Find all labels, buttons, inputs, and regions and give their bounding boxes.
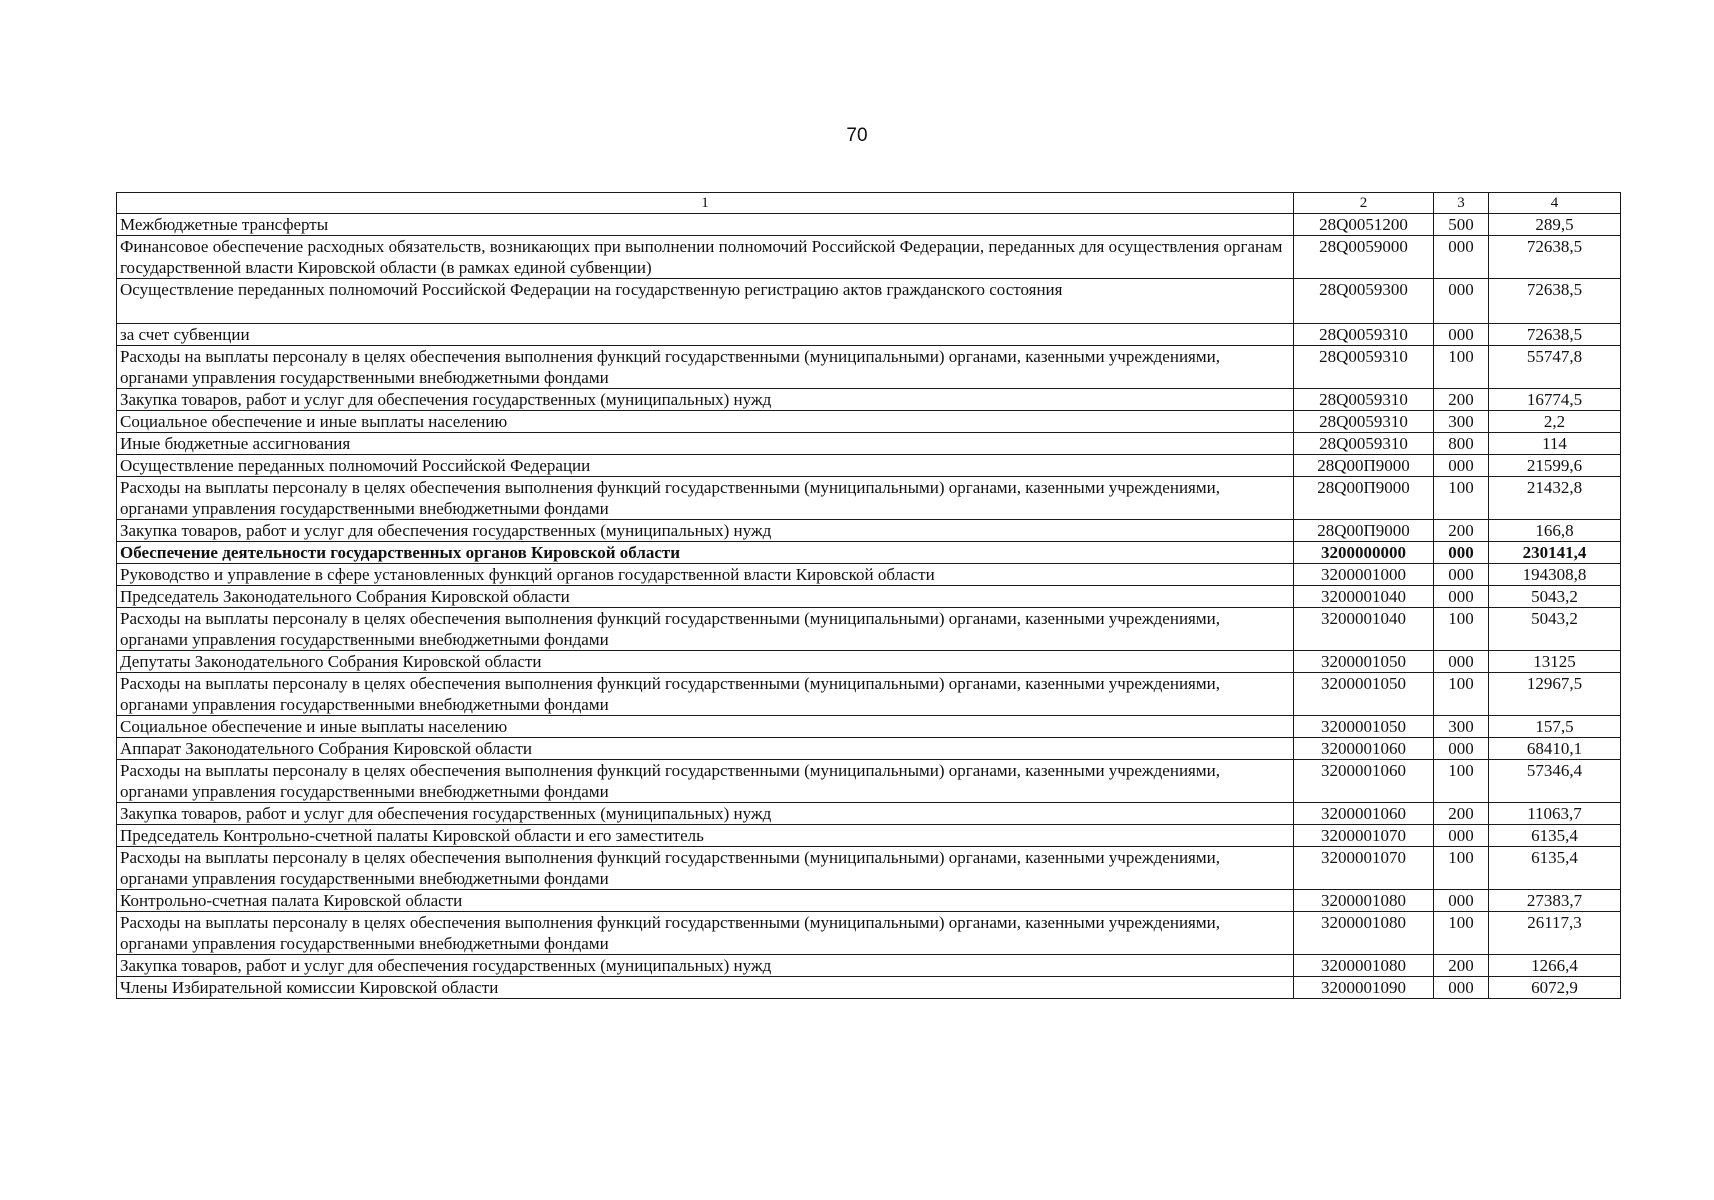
table-row [117,389,1621,411]
row-amount: 166,8 [1489,520,1621,542]
table-row [117,214,1621,236]
row-amount: 289,5 [1489,214,1621,236]
row-amount: 6135,4 [1489,847,1621,890]
row-description: Аппарат Законодательного Собрания Кировской области [117,738,1294,760]
row-description: Межбюджетные трансферты [117,214,1294,236]
row-expense-type: 100 [1434,912,1489,955]
row-amount: 13125 [1489,651,1621,673]
row-amount: 26117,3 [1489,912,1621,955]
row-amount: 72638,5 [1489,324,1621,346]
row-description: Расходы на выплаты персоналу в целях обеспечения выполнения функций государственными (муниципальными) органами, казенными учреждениями, органами управления государственными внебюджетными фондами [117,912,1294,955]
row-amount: 57346,4 [1489,760,1621,803]
row-expense-type: 000 [1434,542,1489,564]
row-expense-type: 200 [1434,520,1489,542]
row-target-code: 3200001070 [1294,825,1434,847]
row-amount: 6072,9 [1489,977,1621,999]
row-expense-type: 300 [1434,411,1489,433]
row-expense-type: 000 [1434,586,1489,608]
row-target-code: 28Q0059000 [1294,236,1434,279]
row-expense-type: 000 [1434,890,1489,912]
table-row [117,279,1621,324]
table-row [117,716,1621,738]
table-row [117,912,1621,955]
row-expense-type: 100 [1434,608,1489,651]
table-row [117,673,1621,716]
row-amount: 27383,7 [1489,890,1621,912]
row-amount: 12967,5 [1489,673,1621,716]
table-row [117,977,1621,999]
row-target-code: 28Q0059310 [1294,324,1434,346]
row-expense-type: 800 [1434,433,1489,455]
row-amount: 1266,4 [1489,955,1621,977]
row-expense-type: 000 [1434,236,1489,279]
row-description: Расходы на выплаты персоналу в целях обеспечения выполнения функций государственными (муниципальными) органами, казенными учреждениями, органами управления государственными внебюджетными фондами [117,608,1294,651]
row-description: Руководство и управление в сфере установленных функций органов государственной власти Кировской области [117,564,1294,586]
row-target-code: 3200001060 [1294,738,1434,760]
row-target-code: 3200000000 [1294,542,1434,564]
row-description: Председатель Контрольно-счетной палаты Кировской области и его заместитель [117,825,1294,847]
row-expense-type: 000 [1434,279,1489,324]
row-amount: 55747,8 [1489,346,1621,389]
row-target-code: 28Q00П9000 [1294,520,1434,542]
row-expense-type: 000 [1434,324,1489,346]
row-target-code: 28Q0059310 [1294,389,1434,411]
table-row [117,520,1621,542]
column-header: 2 [1294,193,1434,214]
row-amount: 2,2 [1489,411,1621,433]
row-amount: 6135,4 [1489,825,1621,847]
table-row [117,760,1621,803]
table-row [117,455,1621,477]
row-description: Расходы на выплаты персоналу в целях обеспечения выполнения функций государственными (муниципальными) органами, казенными учреждениями, органами управления государственными внебюджетными фондами [117,477,1294,520]
row-amount: 5043,2 [1489,608,1621,651]
row-description: Закупка товаров, работ и услуг для обеспечения государственных (муниципальных) нужд [117,955,1294,977]
table-row [117,955,1621,977]
row-description: Члены Избирательной комиссии Кировской области [117,977,1294,999]
page-number: 70 [846,125,868,146]
row-description: за счет субвенции [117,324,1294,346]
row-target-code: 28Q0059310 [1294,433,1434,455]
table-row [117,477,1621,520]
row-amount: 230141,4 [1489,542,1621,564]
row-expense-type: 200 [1434,803,1489,825]
table-row [117,411,1621,433]
row-description: Закупка товаров, работ и услуг для обеспечения государственных (муниципальных) нужд [117,520,1294,542]
row-target-code: 3200001050 [1294,651,1434,673]
row-description: Обеспечение деятельности государственных органов Кировской области [117,542,1294,564]
row-expense-type: 300 [1434,716,1489,738]
row-target-code: 28Q0059310 [1294,346,1434,389]
row-amount: 11063,7 [1489,803,1621,825]
row-amount: 5043,2 [1489,586,1621,608]
row-amount: 68410,1 [1489,738,1621,760]
row-target-code: 3200001090 [1294,977,1434,999]
row-amount: 194308,8 [1489,564,1621,586]
row-target-code: 3200001080 [1294,890,1434,912]
table-row [117,586,1621,608]
row-description: Закупка товаров, работ и услуг для обеспечения государственных (муниципальных) нужд [117,803,1294,825]
row-amount: 72638,5 [1489,279,1621,324]
row-description: Осуществление переданных полномочий Российской Федерации [117,455,1294,477]
table-row [117,542,1621,564]
row-expense-type: 000 [1434,825,1489,847]
row-description: Председатель Законодательного Собрания Кировской области [117,586,1294,608]
table-row [117,847,1621,890]
row-amount: 72638,5 [1489,236,1621,279]
row-target-code: 3200001040 [1294,586,1434,608]
row-target-code: 3200001060 [1294,803,1434,825]
row-target-code: 28Q0059310 [1294,411,1434,433]
table-row [117,346,1621,389]
row-expense-type: 000 [1434,455,1489,477]
row-description: Закупка товаров, работ и услуг для обеспечения государственных (муниципальных) нужд [117,389,1294,411]
table-body [117,214,1621,999]
table-row [117,803,1621,825]
table-row [117,324,1621,346]
table-row [117,738,1621,760]
row-target-code: 28Q00П9000 [1294,477,1434,520]
table-row [117,825,1621,847]
table-row [117,433,1621,455]
row-amount: 114 [1489,433,1621,455]
row-description: Финансовое обеспечение расходных обязательств, возникающих при выполнении полномочий Российской Федерации, переданных для осуществления органам государственной власти Кировской области (в рамках единой субвенции) [117,236,1294,279]
table-header-row [117,193,1621,214]
row-description: Расходы на выплаты персоналу в целях обеспечения выполнения функций государственными (муниципальными) органами, казенными учреждениями, органами управления государственными внебюджетными фондами [117,673,1294,716]
row-expense-type: 500 [1434,214,1489,236]
row-target-code: 28Q0059300 [1294,279,1434,324]
row-amount: 16774,5 [1489,389,1621,411]
table-row [117,651,1621,673]
row-target-code: 3200001060 [1294,760,1434,803]
row-target-code: 3200001080 [1294,912,1434,955]
row-target-code: 3200001050 [1294,716,1434,738]
row-target-code: 3200001070 [1294,847,1434,890]
row-expense-type: 100 [1434,760,1489,803]
row-description: Контрольно-счетная палата Кировской области [117,890,1294,912]
row-expense-type: 100 [1434,673,1489,716]
row-expense-type: 200 [1434,389,1489,411]
row-description: Депутаты Законодательного Собрания Кировской области [117,651,1294,673]
column-header: 3 [1434,193,1489,214]
row-expense-type: 200 [1434,955,1489,977]
row-expense-type: 000 [1434,738,1489,760]
row-description: Расходы на выплаты персоналу в целях обеспечения выполнения функций государственными (муниципальными) органами, казенными учреждениями, органами управления государственными внебюджетными фондами [117,760,1294,803]
table-row [117,890,1621,912]
row-amount: 21599,6 [1489,455,1621,477]
table-row [117,608,1621,651]
row-description: Социальное обеспечение и иные выплаты населению [117,411,1294,433]
column-header: 4 [1489,193,1621,214]
row-description: Осуществление переданных полномочий Российской Федерации на государственную регистрацию актов гражданского состояния [117,279,1294,324]
row-expense-type: 000 [1434,651,1489,673]
table-row [117,564,1621,586]
row-expense-type: 100 [1434,346,1489,389]
row-target-code: 3200001050 [1294,673,1434,716]
row-description: Иные бюджетные ассигнования [117,433,1294,455]
table-row [117,236,1621,279]
row-target-code: 28Q0051200 [1294,214,1434,236]
row-description: Расходы на выплаты персоналу в целях обеспечения выполнения функций государственными (муниципальными) органами, казенными учреждениями, органами управления государственными внебюджетными фондами [117,346,1294,389]
row-target-code: 3200001040 [1294,608,1434,651]
row-target-code: 28Q00П9000 [1294,455,1434,477]
row-expense-type: 000 [1434,977,1489,999]
row-description: Расходы на выплаты персоналу в целях обеспечения выполнения функций государственными (муниципальными) органами, казенными учреждениями, органами управления государственными внебюджетными фондами [117,847,1294,890]
row-expense-type: 100 [1434,847,1489,890]
row-amount: 21432,8 [1489,477,1621,520]
row-target-code: 3200001000 [1294,564,1434,586]
row-description: Социальное обеспечение и иные выплаты населению [117,716,1294,738]
row-target-code: 3200001080 [1294,955,1434,977]
budget-table [116,192,1621,999]
row-expense-type: 100 [1434,477,1489,520]
row-expense-type: 000 [1434,564,1489,586]
row-amount: 157,5 [1489,716,1621,738]
column-header: 1 [117,193,1294,214]
